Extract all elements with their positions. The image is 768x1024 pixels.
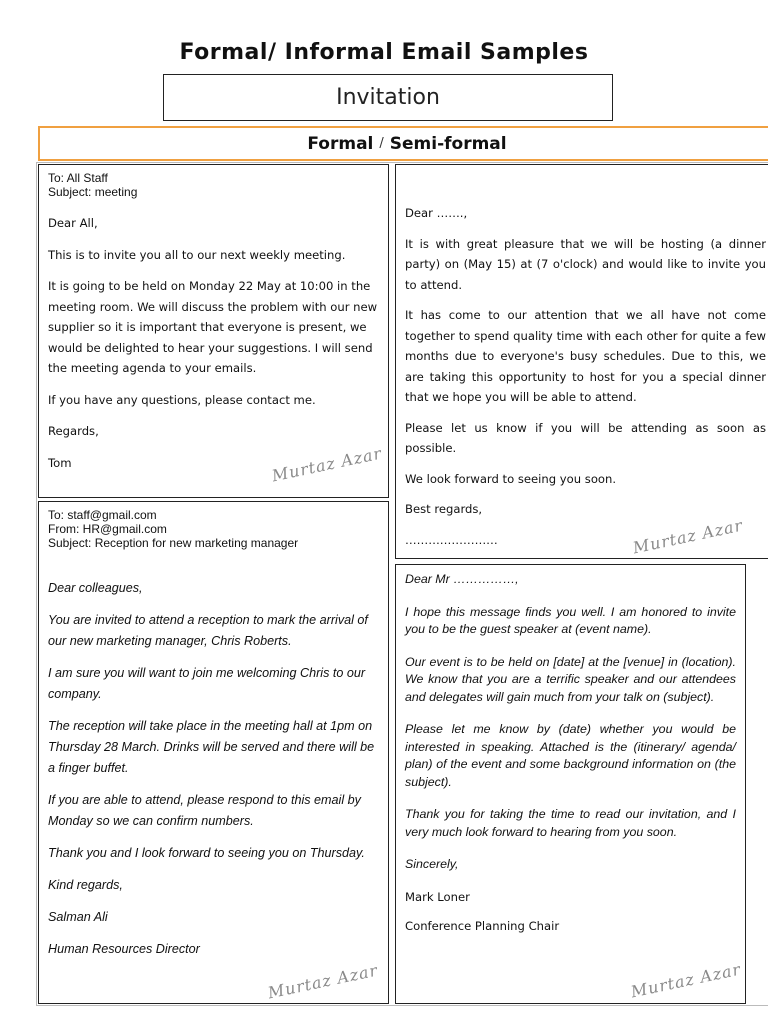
email-subject: Subject: Reception for new marketing manager bbox=[48, 536, 299, 550]
subtitle-box bbox=[163, 74, 613, 121]
subtitle: Invitation bbox=[336, 85, 440, 110]
email-from: From: HR@gmail.com bbox=[48, 522, 167, 536]
email-paragraph: Thank you for taking the time to read our invitation, and I very much look forward to hearing from you soon. bbox=[405, 807, 736, 839]
email-paragraph: Thank you and I look forward to seeing you on Thursday. bbox=[48, 846, 365, 860]
email-reception bbox=[38, 501, 389, 1004]
email-paragraph: Please let me know by (date) whether you would be interested in speaking. Attached is the (itinerary/ agenda/ plan) of the event and some background information on (the subject). bbox=[405, 722, 736, 789]
email-to: To: staff@gmail.com bbox=[48, 508, 157, 522]
email-paragraph: Please let us know if you will be attending as soon as possible. bbox=[405, 420, 766, 455]
email-paragraph: We look forward to seeing you soon. bbox=[405, 471, 617, 486]
email-paragraph: I am sure you will want to join me welcoming Chris to our company. bbox=[48, 666, 366, 701]
email-paragraph: Dear Mr ……………, bbox=[405, 572, 519, 586]
section-separator: / bbox=[379, 136, 384, 151]
email-paragraph: It is with great pleasure that we will be hosting (a dinner party) on (May 15) at (7 o'clock) and would like to invite you to attend. bbox=[405, 236, 766, 292]
email-paragraph: You are invited to attend a reception to mark the arrival of our new marketing manager, Chris Roberts. bbox=[48, 613, 368, 648]
email-header bbox=[48, 171, 379, 199]
signature-watermark: Murtaz Azar bbox=[266, 960, 380, 1003]
email-paragraph: Dear ……., bbox=[405, 206, 468, 220]
signoff-name: Mark Loner bbox=[405, 889, 470, 904]
email-to: To: All Staff bbox=[48, 171, 108, 185]
email-dinner-invitation bbox=[395, 164, 768, 559]
email-meeting bbox=[38, 164, 389, 498]
email-paragraph: Dear All, bbox=[48, 216, 98, 230]
email-paragraph: This is to invite you all to our next weekly meeting. bbox=[48, 247, 346, 262]
email-header bbox=[48, 508, 379, 550]
email-paragraph: Best regards, bbox=[405, 502, 483, 516]
section-header bbox=[38, 126, 768, 161]
email-paragraph: Sincerely, bbox=[405, 857, 459, 871]
section-secondary: Semi-formal bbox=[389, 133, 507, 154]
email-paragraph: The reception will take place in the meeting hall at 1pm on Thursday 28 March. Drinks will be served and there will be a finger buffet. bbox=[48, 719, 375, 775]
email-paragraph: Tom bbox=[48, 455, 72, 470]
email-paragraph: Our event is to be held on [date] at the [venue] in (location). We know that you are a terrific speaker and our attendees and delegates will gain much from your talk on (subject). bbox=[405, 654, 736, 704]
email-paragraph: If you have any questions, please contact me. bbox=[48, 392, 316, 407]
email-paragraph: If you are able to attend, please respond to this email by Monday so we can confirm numbers. bbox=[48, 793, 361, 828]
email-paragraph: It is going to be held on Monday 22 May at 10:00 in the meeting room. We will discuss the problem with our new supplier so it is important that everyone is present, we would be delighted to hear your suggestions. I will send the meeting agenda to your emails. bbox=[48, 279, 378, 375]
email-paragraph: Human Resources Director bbox=[48, 942, 200, 956]
signoff-title: Conference Planning Chair bbox=[405, 919, 560, 933]
email-paragraph: It has come to our attention that we all have not come together to spend quality time with each other for quite a few months due to everyone's busy schedules. Due to this, we are taking this opportunity to host for you a special dinner that we hope you will be able to attend. bbox=[405, 308, 766, 404]
signature-watermark: Murtaz Azar bbox=[631, 515, 745, 558]
email-subject: Subject: meeting bbox=[48, 185, 138, 199]
email-paragraph: …………………… bbox=[405, 532, 498, 547]
signature-watermark: Murtaz Azar bbox=[270, 443, 384, 486]
page-title: Formal/ Informal Email Samples bbox=[179, 40, 589, 65]
email-paragraph: Regards, bbox=[48, 424, 99, 438]
email-paragraph: I hope this message finds you well. I am honored to invite you to be the guest speaker at (event name). bbox=[405, 604, 736, 636]
email-paragraph: Salman Ali bbox=[48, 910, 108, 924]
section-primary: Formal bbox=[307, 133, 374, 154]
email-paragraph: Dear colleagues, bbox=[48, 581, 143, 595]
signature-watermark: Murtaz Azar bbox=[629, 959, 743, 1002]
email-paragraph: Kind regards, bbox=[48, 878, 123, 892]
email-speaker-invitation bbox=[395, 564, 746, 1004]
